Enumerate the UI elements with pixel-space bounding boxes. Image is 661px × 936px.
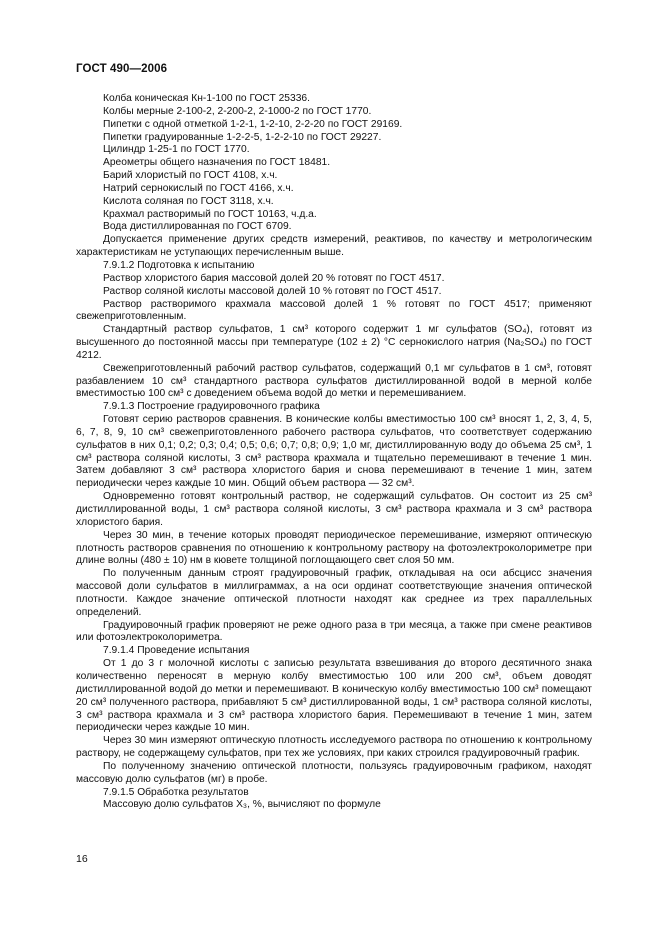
text-paragraph: Цилиндр 1-25-1 по ГОСТ 1770. (103, 144, 250, 156)
section-heading: 7.9.1.4 Проведение испытания (103, 645, 250, 657)
text-paragraph: Раствор соляной кислоты массовой долей 10 % готовят по ГОСТ 4517. (103, 285, 442, 297)
text-paragraph: Готовят серию растворов сравнения. В конические колбы вместимостью 100 см³ вносят 1, 2, 3, 4, 5, 6, 7, 8, 9, 10 см³ свежеприготовленного рабочего раствора сульфатов, что соответствует содержанию сульфатов в них 0,1; 0,2; 0,3; 0,4; 0,5; 0,6; 0,7; 0,8; 0,9; 1,0 мг, дистиллированную воду до объема 25 см³, 1 см³ раствора соляной кислоты, 3 см³ раствора крахмала и тщательно перемешивают в течение 1 мин. Затем добавляют 3 см³ раствора хлористого бария и снова перемешивают в течение 1 мин, затем периодически через каждые 10 мин. Общий объем раствора — 32 см³. (76, 414, 592, 490)
text-paragraph: Колба коническая Кн-1-100 по ГОСТ 25336. (103, 93, 310, 104)
text-paragraph: Раствор хлористого бария массовой долей 20 % готовят по ГОСТ 4517. (103, 272, 445, 284)
text-paragraph: От 1 до 3 г молочной кислоты с записью результата взвешивания до второго десятичного знака количественно переносят в мерную колбу вместимостью 100 или 200 см³, объем доводят дистиллированной водой до метки и перемешивают. В коническую колбу вместимостью 100 см³ помещают 20 см³ полученного раствора, прибавляют 5 см³ дистиллированной воды, 1 см³ раствора соляной кислоты, 3 см³ раствора крахмала и 3 см³ раствора хлористого бария. Перемешивают в течение 1 мин, затем периодически через каждые 10 мин. (76, 658, 592, 734)
text-paragraph: По полученному значению оптической плотности, пользуясь градуировочным графиком, находят массовую долю сульфатов (мг) в пробе. (76, 760, 592, 785)
text-paragraph: Стандартный раствор сульфатов, 1 см³ которого содержит 1 мг сульфатов (SO₄), готовят из высушенного до постоянной массы при температуре (102 ± 2) °С сернокислого натрия (Na₂SO₄) по ГОСТ 4212. (76, 324, 592, 361)
section-heading: 7.9.1.3 Построение градуировочного графика (103, 401, 320, 413)
text-paragraph: Ареометры общего назначения по ГОСТ 18481. (103, 157, 331, 169)
text-paragraph: Через 30 мин, в течение которых проводят периодическое перемешивание, измеряют оптическую плотность растворов сравнения по отношению к контрольному раствору на фотоэлектроколориметре при длине волны (480 ± 10) нм в кювете толщиной поглощающего свет слоя 50 мм. (76, 529, 592, 567)
section-heading: 7.9.1.5 Обработка результатов (103, 786, 249, 798)
text-paragraph: Крахмал растворимый по ГОСТ 10163, ч.д.а. (103, 208, 317, 220)
text-paragraph: Пипетки градуированные 1-2-2-5, 1-2-2-10 по ГОСТ 29227. (103, 131, 382, 143)
text-paragraph: Допускается применение других средств измерений, реактивов, по качеству и метрологическим характеристикам не уступающих перечисленным выше. (76, 234, 592, 259)
text-paragraph: Градуировочный график проверяют не реже одного раза в три месяца, а также при смене реактивов или фотоэлектроколориметра. (76, 619, 592, 644)
text-paragraph: Кислота соляная по ГОСТ 3118, х.ч. (103, 195, 274, 207)
section-heading: 7.9.1.2 Подготовка к испытанию (103, 259, 255, 271)
text-paragraph: По полученным данным строят градуировочный график, откладывая на оси абсцисс значения массовой доли сульфатов в миллиграммах, а на оси ординат соответствующие значения оптической плотности. Каждое значение оптической плотности находят как среднее из трех параллельных определений. (76, 568, 592, 618)
document-body (76, 93, 592, 812)
text-paragraph: Вода дистиллированная по ГОСТ 6709. (103, 221, 292, 233)
page-number: 16 (76, 853, 88, 865)
page-header: ГОСТ 490—2006 (76, 63, 168, 75)
text-paragraph: Массовую долю сульфатов X₃, %, вычисляют по формуле (103, 799, 381, 811)
text-paragraph: Через 30 мин измеряют оптическую плотность исследуемого раствора по отношению к контрольному раствору, не содержащему сульфатов, при тех же условиях, при каких строился градуировочный график. (76, 735, 592, 760)
text-paragraph: Свежеприготовленный рабочий раствор сульфатов, содержащий 0,1 мг сульфатов в 1 см³, готовят разбавлением 10 см³ стандартного раствора сульфатов дистиллированной водой в мерной колбе вместимостью 100 см³ с доведением объема водой до метки и перемешиванием. (76, 362, 592, 400)
text-paragraph: Пипетки с одной отметкой 1-2-1, 1-2-10, 2-2-20 по ГОСТ 29169. (103, 118, 403, 130)
text-paragraph: Одновременно готовят контрольный раствор, не содержащий сульфатов. Он состоит из 25 см³ дистиллированной воды, 1 см³ раствора соляной кислоты, 3 см³ раствора крахмала и 3 см³ раствора хлористого бария. (76, 491, 592, 528)
text-paragraph: Барий хлористый по ГОСТ 4108, х.ч. (103, 170, 278, 182)
text-paragraph: Натрий сернокислый по ГОСТ 4166, х.ч. (103, 182, 294, 194)
text-paragraph: Раствор растворимого крахмала массовой долей 1 % готовят по ГОСТ 4517; применяют свежеприготовленным. (76, 298, 592, 323)
text-paragraph: Колбы мерные 2-100-2, 2-200-2, 2-1000-2 по ГОСТ 1770. (103, 105, 372, 117)
